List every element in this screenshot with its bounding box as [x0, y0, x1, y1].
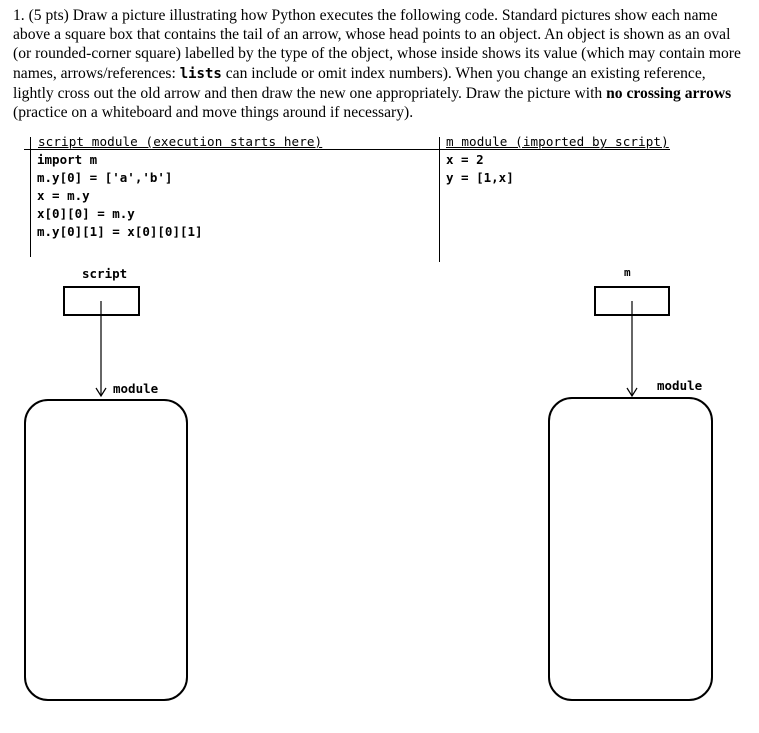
m-module-label: module	[657, 378, 703, 393]
script-reference-arrow	[96, 301, 106, 396]
m-reference-arrow	[627, 301, 637, 396]
m-name-label: m	[624, 266, 631, 279]
m-code-line-2: y = [1,x]	[446, 170, 514, 185]
script-code-header: script module (execution starts here)	[38, 134, 323, 149]
script-module-label: module	[113, 381, 159, 396]
question-prefix: 1. (5 pts) Draw a picture illustrating how Python executes the following code. Standard pictures show each name above a square box that contains the tail of an arrow, whose head points to an object. An object is shown as an oval (or rounded-corner square) labelled by the type of the object, whose inside shows its value (which may contain more names, arrows/references:	[13, 7, 741, 82]
script-code-line-4: x[0][0] = m.y	[37, 206, 135, 221]
m-code-line-1: x = 2	[446, 152, 484, 167]
no-crossing-phrase: no crossing arrows	[606, 84, 732, 102]
script-code-line-5: m.y[0][1] = x[0][0][1]	[37, 224, 203, 239]
question-suffix: (practice on a whiteboard and move things around if necessary).	[13, 104, 414, 122]
m-code-header: m module (imported by script)	[446, 134, 669, 149]
script-code-line-1: import m	[37, 152, 98, 167]
question-middle: can include or omit index numbers). When you change an existing reference, lightly cross out the old arrow and then draw the new one appropriately. Draw the picture with	[13, 64, 706, 102]
script-code-line-2: m.y[0] = ['a','b']	[37, 170, 173, 185]
lists-keyword: lists	[179, 65, 222, 82]
script-name-label: script	[82, 266, 128, 281]
script-code-line-3: x = m.y	[37, 188, 90, 203]
